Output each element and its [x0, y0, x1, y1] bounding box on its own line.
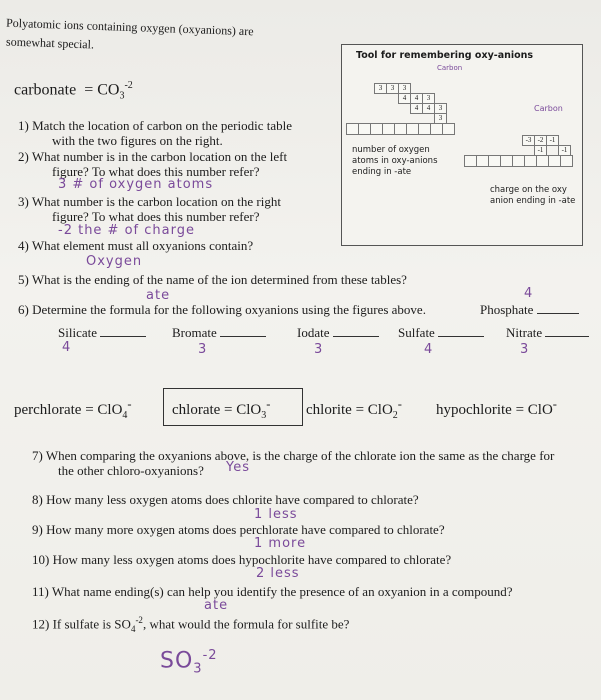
question-8: 8) How many less oxygen atoms does chlorite have compared to chlorate?: [32, 492, 419, 507]
answer-8: 1 less: [254, 507, 298, 522]
nitrate-label: Nitrate: [506, 325, 589, 341]
answer-phosphate: 4: [524, 286, 534, 301]
charge-grid: -3 -2 -1 -1 -1: [462, 133, 580, 179]
oxygen-note: number of oxygen atoms in oxy-anions ending in -ate: [352, 145, 438, 177]
carbon-handwritten-2: Carbon: [534, 104, 563, 113]
oxygen-count-grid: 3 3 3 4 4 3 4 4 3 3: [344, 81, 458, 139]
answer-3: -2 the # of charge: [58, 223, 195, 238]
phosphate-label: Phosphate: [480, 302, 579, 318]
question-7: 7) When comparing the oxyanions above, is the charge of the chlorate ion the same as the charge for: [32, 448, 555, 463]
question-2-line-2: figure? To what does this number refer?: [52, 164, 260, 179]
hypochlorite-formula: hypochlorite = ClO-: [436, 397, 557, 418]
question-5: 5) What is the ending of the name of the ion determined from these tables?: [18, 272, 407, 287]
answer-7: Yes: [226, 460, 250, 475]
perchlorate-formula: perchlorate = ClO$_4$-: [14, 397, 132, 421]
answer-11: ate: [204, 598, 229, 613]
question-2: 2) What number is in the carbon location on the left: [18, 149, 288, 164]
bromate-label: Bromate: [172, 325, 266, 341]
answer-10: 2 less: [256, 566, 300, 581]
answer-2: 3 # of oxygen atoms: [58, 177, 214, 192]
answer-nitrate: 3: [520, 342, 530, 357]
carbon-handwritten: Carbon: [437, 64, 463, 72]
chlorite-formula: chlorite = ClO$_2$-: [306, 397, 402, 421]
answer-sulfate: 4: [424, 342, 434, 357]
iodate-label: Iodate: [297, 325, 379, 341]
question-9: 9) How many more oxygen atoms does perchlorate have compared to chlorate?: [32, 522, 445, 537]
sulfate-label: Sulfate: [398, 325, 484, 341]
question-3-line-2: figure? To what does this number refer?: [52, 209, 260, 224]
question-10: 10) How many less oxygen atoms does hypochlorite have compared to chlorate?: [32, 552, 452, 567]
tool-title: Tool for remembering oxy-anions: [356, 50, 534, 61]
answer-iodate: 3: [314, 342, 324, 357]
carbonate-heading: carbonate = $CO_3^{-2}$: [14, 80, 133, 102]
answer-bromate: 3: [198, 342, 208, 357]
answer-5: ate: [146, 288, 171, 303]
answer-9: 1 more: [254, 536, 307, 551]
question-1-line-2: with the two figures on the right.: [52, 133, 223, 148]
answer-4: Oxygen: [86, 254, 143, 269]
question-7-line-2: the other chloro-oxyanions?: [58, 463, 204, 478]
intro-line-1: Polyatomic ions containing oxygen (oxyanions) are: [5, 15, 254, 39]
answer-silicate: 4: [62, 340, 72, 355]
question-1: 1) Match the location of carbon on the periodic table: [18, 118, 292, 133]
answer-12: $SO_3^{-2}$: [160, 648, 218, 677]
question-12: 12) If sulfate is $SO_4^{-2}$, what would the formula for sulfite be?: [32, 615, 350, 634]
oxyanion-tool-box: [341, 44, 583, 246]
question-6: 6) Determine the formula for the following oxyanions using the figures above.: [18, 302, 426, 317]
intro-line-2: somewhat special.: [5, 34, 95, 52]
chlorate-formula: chlorate = ClO$_3$-: [172, 397, 271, 421]
silicate-label: Silicate: [58, 325, 146, 341]
question-11: 11) What name ending(s) can help you identify the presence of an oxyanion in a compound?: [32, 584, 513, 599]
question-4: 4) What element must all oxyanions contain?: [18, 238, 254, 253]
question-3: 3) What number is the carbon location on the right: [18, 194, 281, 209]
charge-note: charge on the oxy anion ending in -ate: [490, 185, 576, 206]
